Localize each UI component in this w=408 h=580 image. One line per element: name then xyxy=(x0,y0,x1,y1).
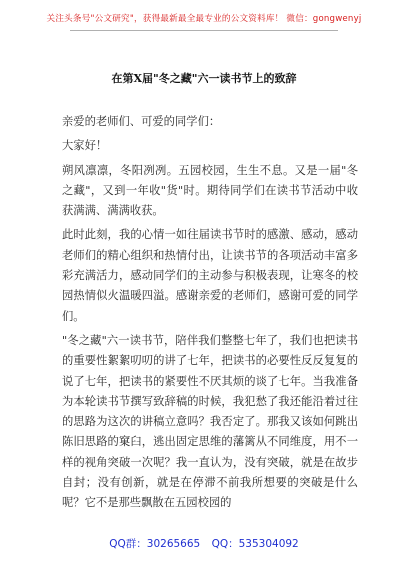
salutation: 亲爱的老师们、可爱的同学们： xyxy=(62,115,221,128)
header-divider xyxy=(70,30,338,31)
footer-qq-number: QQ：535304092 xyxy=(211,538,299,550)
footer-qq-group: QQ群：30265665 xyxy=(109,538,201,550)
greeting: 大家好！ xyxy=(62,139,108,153)
document-title: 在第X届"冬之藏"六一读书节上的致辞 xyxy=(111,72,297,85)
header-note: 关注头条号"公文研究"，获得最新最全最专业的公文资料库！ 微信：gongwenyj xyxy=(46,14,362,24)
body-paragraph: "冬之藏"六一读书节，陪伴我们整整七年了，我们也把读书的重要性絮絮叨叨的讲了七年，把读书的必要性反反复复的说了七年，把读书的紧要性不厌其烦的谈了七年。当我准备为本轮读书节撰写致辞稿的时候，我犯愁了我还能沿着过往的思路为这次的讲稿立意吗？我否定了。那我又该如何跳出陈旧思路的窠臼，逃出固定思维的藩篱从不同维度，用不一样的视角突破一次呢？我一直认为，没有突破，就是在故步自封；没有创新，就是在停滞不前我所想要的突破是什么呢？它不是那些飘散在五园校园的 xyxy=(62,333,358,510)
body-paragraph: 此时此刻，我的心情一如往届读书节时的感激、感动，感动老师们的精心组织和热情付出，让读书节的各项活动丰富多彩充满活力，感动同学们的主动参与积极表现，让寒冬的校园热情似火温暖四溢。感谢亲爱的老师们，感谢可爱的同学们。 xyxy=(62,228,358,323)
footer-contact xyxy=(0,536,408,551)
document-body xyxy=(62,112,358,518)
body-paragraph: 朔风凛凛，冬阳冽冽。五园校园，生生不息。又是一届"冬之藏"，又到一年收"货"时。期待同学们在读书节活动中收获满满、满满收获。 xyxy=(62,163,358,218)
